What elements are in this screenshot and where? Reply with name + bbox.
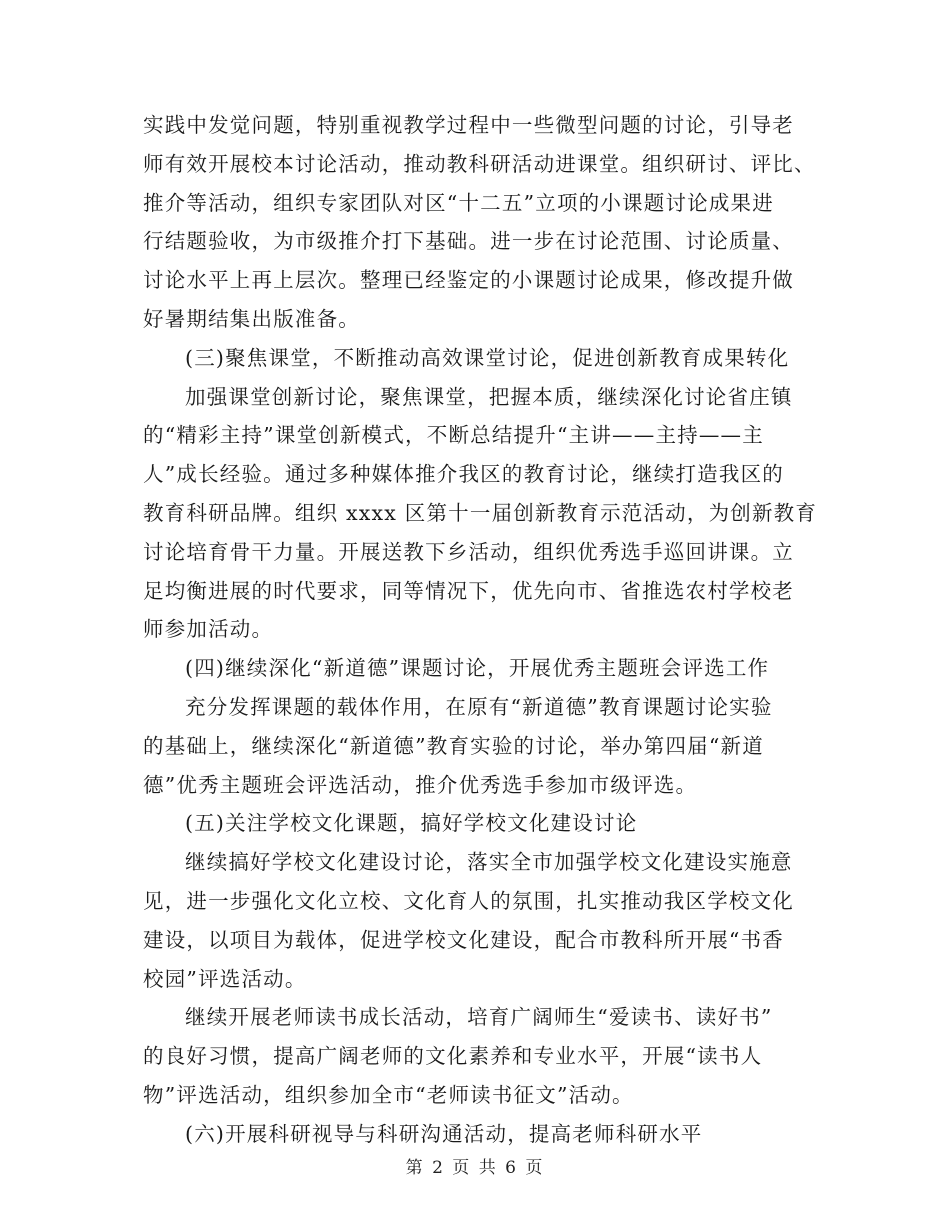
text-line: 继续开展老师读书成长活动，培育广阔师生“爱读书、读好书”	[185, 1005, 773, 1030]
text-line: 足均衡进展的时代要求，同等情况下，优先向市、省推选农村学校老	[143, 578, 794, 603]
text-line: (四)继续深化“新道德”课题讨论，开展优秀主题班会评选工作	[185, 656, 770, 681]
text-line: 好暑期结集出版准备。	[143, 306, 360, 331]
text-line: 教育科研品牌。组织 xxxx 区第十一届创新教育示范活动，为创新教育	[143, 500, 818, 525]
text-line: (五)关注学校文化课题，搞好学校文化建设讨论	[185, 811, 638, 836]
text-line: 行结题验收，为市级推介打下基础。进一步在讨论范围、讨论质量、	[143, 229, 794, 254]
text-line: 加强课堂创新讨论，聚焦课堂，把握本质，继续深化讨论省庄镇	[185, 384, 793, 409]
text-line: (六)开展科研视导与科研沟通活动，提高老师科研水平	[185, 1121, 703, 1146]
text-line: 人”成长经验。通过多种媒体推介我区的教育讨论，继续打造我区的	[143, 462, 784, 487]
text-line: 推介等活动，组织专家团队对区“十二五”立项的小课题讨论成果进	[143, 190, 774, 215]
text-line: 物”评选活动，组织参加全市“老师读书征文”活动。	[143, 1082, 634, 1107]
text-line: 校园”评选活动。	[143, 966, 307, 991]
text-line: 德”优秀主题班会评选活动，推介优秀选手参加市级评选。	[143, 772, 698, 797]
text-line: 充分发挥课题的载体作用，在原有“新道德”教育课题讨论实验	[185, 694, 773, 719]
text-line: 建设，以项目为载体，促进学校文化建设，配合市教科所开展“书香	[143, 927, 784, 952]
text-line: 讨论培育骨干力量。开展送教下乡活动，组织优秀选手巡回讲课。立	[143, 539, 794, 564]
document-body	[143, 106, 818, 1154]
text-line: 师参加活动。	[143, 617, 274, 642]
text-line: 师有效开展校本讨论活动，推动教科研活动进课堂。组织研讨、评比、	[143, 151, 816, 176]
page-footer: 第 2 页 共 6 页	[405, 1158, 545, 1178]
text-line: 继续搞好学校文化建设讨论，落实全市加强学校文化建设实施意	[185, 850, 793, 875]
text-line: 讨论水平上再上层次。整理已经鉴定的小课题讨论成果，修改提升做	[143, 268, 794, 293]
text-line: 的基础上，继续深化“新道德”教育实验的讨论，举办第四届“新道	[143, 733, 764, 758]
text-line: (三)聚焦课堂，不断推动高效课堂讨论，促进创新教育成果转化	[185, 345, 790, 370]
text-line: 的“精彩主持”课堂创新模式，不断总结提升“主讲——主持——主	[143, 423, 764, 448]
text-line: 见，进一步强化文化立校、文化育人的氛围，扎实推动我区学校文化	[143, 888, 794, 913]
text-line: 实践中发觉问题，特别重视教学过程中一些微型问题的讨论，引导老	[143, 113, 794, 137]
text-line: 的良好习惯，提高广阔老师的文化素养和专业水平，开展“读书人	[143, 1044, 763, 1069]
